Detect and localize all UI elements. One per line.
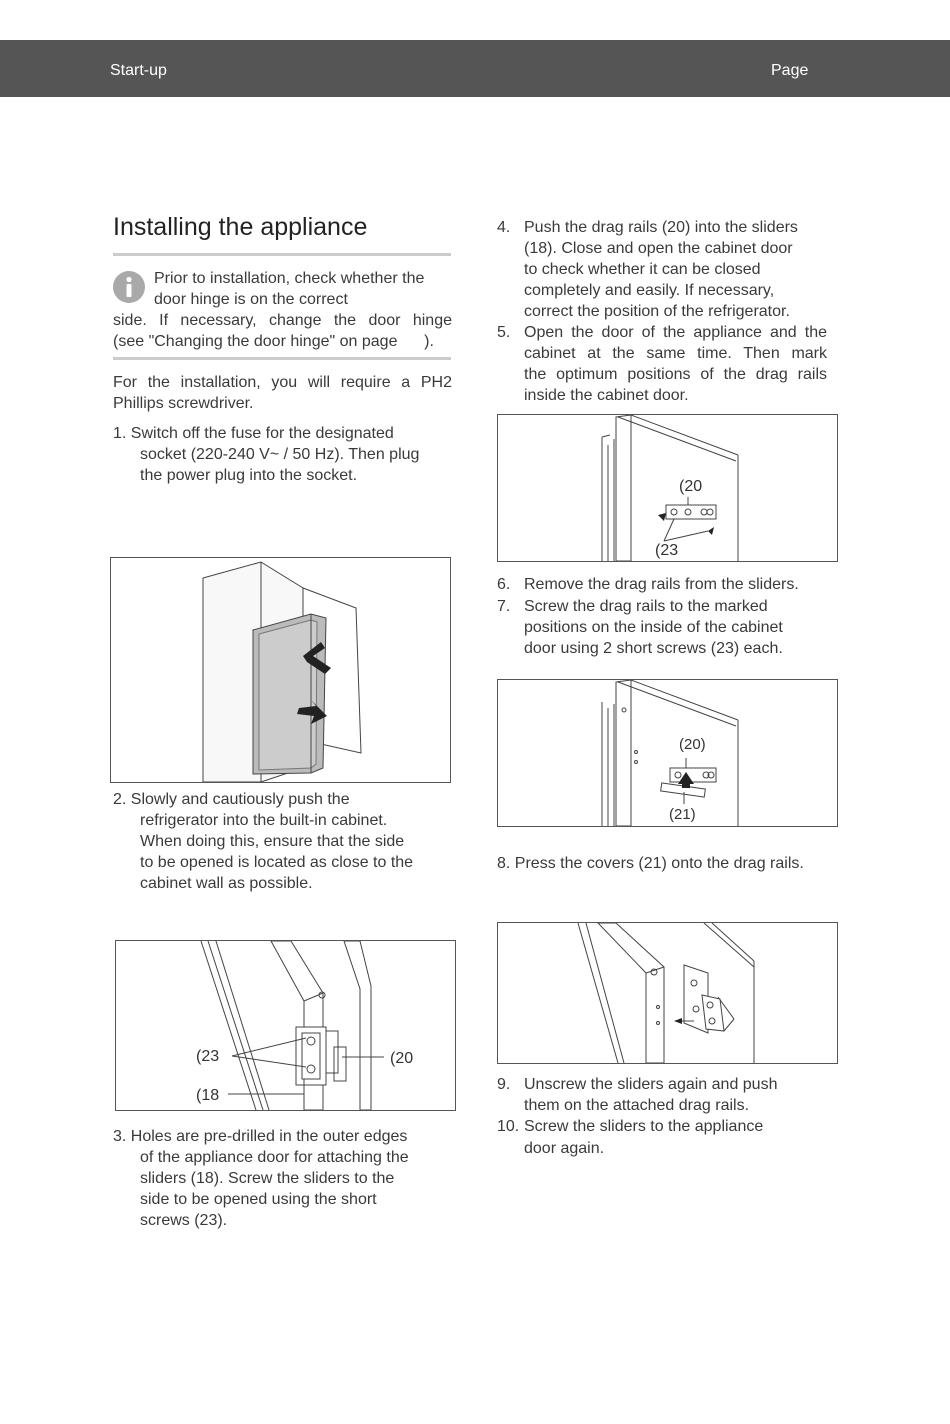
step-4-line: Push the drag rails (20) into the sliders (524, 219, 798, 236)
figure-covers (497, 679, 838, 827)
step-3-line: screws (23). (140, 1212, 228, 1229)
title-rule (113, 253, 451, 256)
step-4-line: correct the position of the refrigerator. (524, 303, 790, 320)
step-1-line: the power plug into the socket. (140, 467, 358, 484)
note-line: side. If necessary, change the door hinge (113, 312, 452, 329)
step-7-line: positions on the inside of the cabinet (524, 619, 783, 636)
step-2-line: cabinet wall as possible. (140, 875, 313, 892)
step-10-line: Screw the sliders to the appliance (524, 1118, 764, 1135)
figure-push-fridge (110, 557, 451, 783)
step-5-line: the optimum positions of the drag rails (524, 366, 827, 383)
step-4-line: completely and easily. If necessary, (524, 282, 775, 299)
intro-line: For the installation, you will require a PH2 (113, 374, 452, 391)
step-2-line: When doing this, ensure that the side (140, 833, 405, 850)
figure-mark-positions (497, 414, 838, 562)
step-9-line: them on the attached drag rails. (524, 1097, 750, 1114)
figure-reattach-sliders (497, 922, 838, 1064)
page-header (0, 40, 950, 97)
step-5-line: inside the cabinet door. (524, 387, 689, 404)
info-icon (113, 271, 145, 303)
step-3-line: sliders (18). Screw the sliders to the (140, 1170, 395, 1187)
page-title: Installing the appliance (113, 213, 368, 241)
note-line: (see "Changing the door hinge" on page ). (113, 333, 434, 350)
step-2-line: to be opened is located as close to the (140, 854, 414, 871)
figure-sliders (115, 940, 456, 1111)
step-7-line: door using 2 short screws (23) each. (524, 640, 783, 657)
step-5-line: Open the door of the appliance and the (524, 324, 827, 341)
step-8-line: 8. Press the covers (21) onto the drag rails. (497, 855, 804, 872)
note-line: Prior to installation, check whether the (154, 270, 425, 287)
figure-label: (20 (679, 478, 703, 495)
step-1-line: 1. Switch off the fuse for the designated (113, 425, 394, 442)
step-10-line: door again. (524, 1140, 605, 1157)
step-3-line: of the appliance door for attaching the (140, 1149, 409, 1166)
step-3-line: 3. Holes are pre-drilled in the outer edges (113, 1128, 408, 1145)
step-7-line: Screw the drag rails to the marked (524, 598, 768, 615)
step-5-number: 5. (497, 324, 511, 341)
step-5-line: cabinet at the same time. Then mark (524, 345, 827, 362)
step-6-line: Remove the drag rails from the sliders. (524, 576, 799, 593)
figure-label: (21) (669, 806, 696, 823)
step-4-line: to check whether it can be closed (524, 261, 761, 278)
step-4-line: (18). Close and open the cabinet door (524, 240, 793, 257)
step-3-line: side to be opened using the short (140, 1191, 377, 1208)
step-2-line: 2. Slowly and cautiously push the (113, 791, 350, 808)
step-2-line: refrigerator into the built-in cabinet. (140, 812, 388, 829)
figure-label: (20 (390, 1050, 414, 1067)
figure-label: (20) (679, 736, 706, 753)
step-6-number: 6. (497, 576, 511, 593)
step-1-line: socket (220-240 V~ / 50 Hz). Then plug (140, 446, 420, 463)
note-rule (113, 357, 451, 360)
note-line: door hinge is on the correct (154, 291, 348, 308)
figure-label: (23 (655, 542, 679, 559)
step-4-number: 4. (497, 219, 511, 236)
step-9-line: Unscrew the sliders again and push (524, 1076, 778, 1093)
figure-label: (18 (196, 1087, 220, 1104)
step-10-number: 10. (497, 1118, 520, 1135)
section-title: Start-up (110, 62, 167, 79)
step-9-number: 9. (497, 1076, 511, 1093)
intro-line: Phillips screwdriver. (113, 395, 254, 412)
step-7-number: 7. (497, 598, 511, 615)
figure-label: (23 (196, 1048, 220, 1065)
page-label: Page (771, 62, 809, 79)
